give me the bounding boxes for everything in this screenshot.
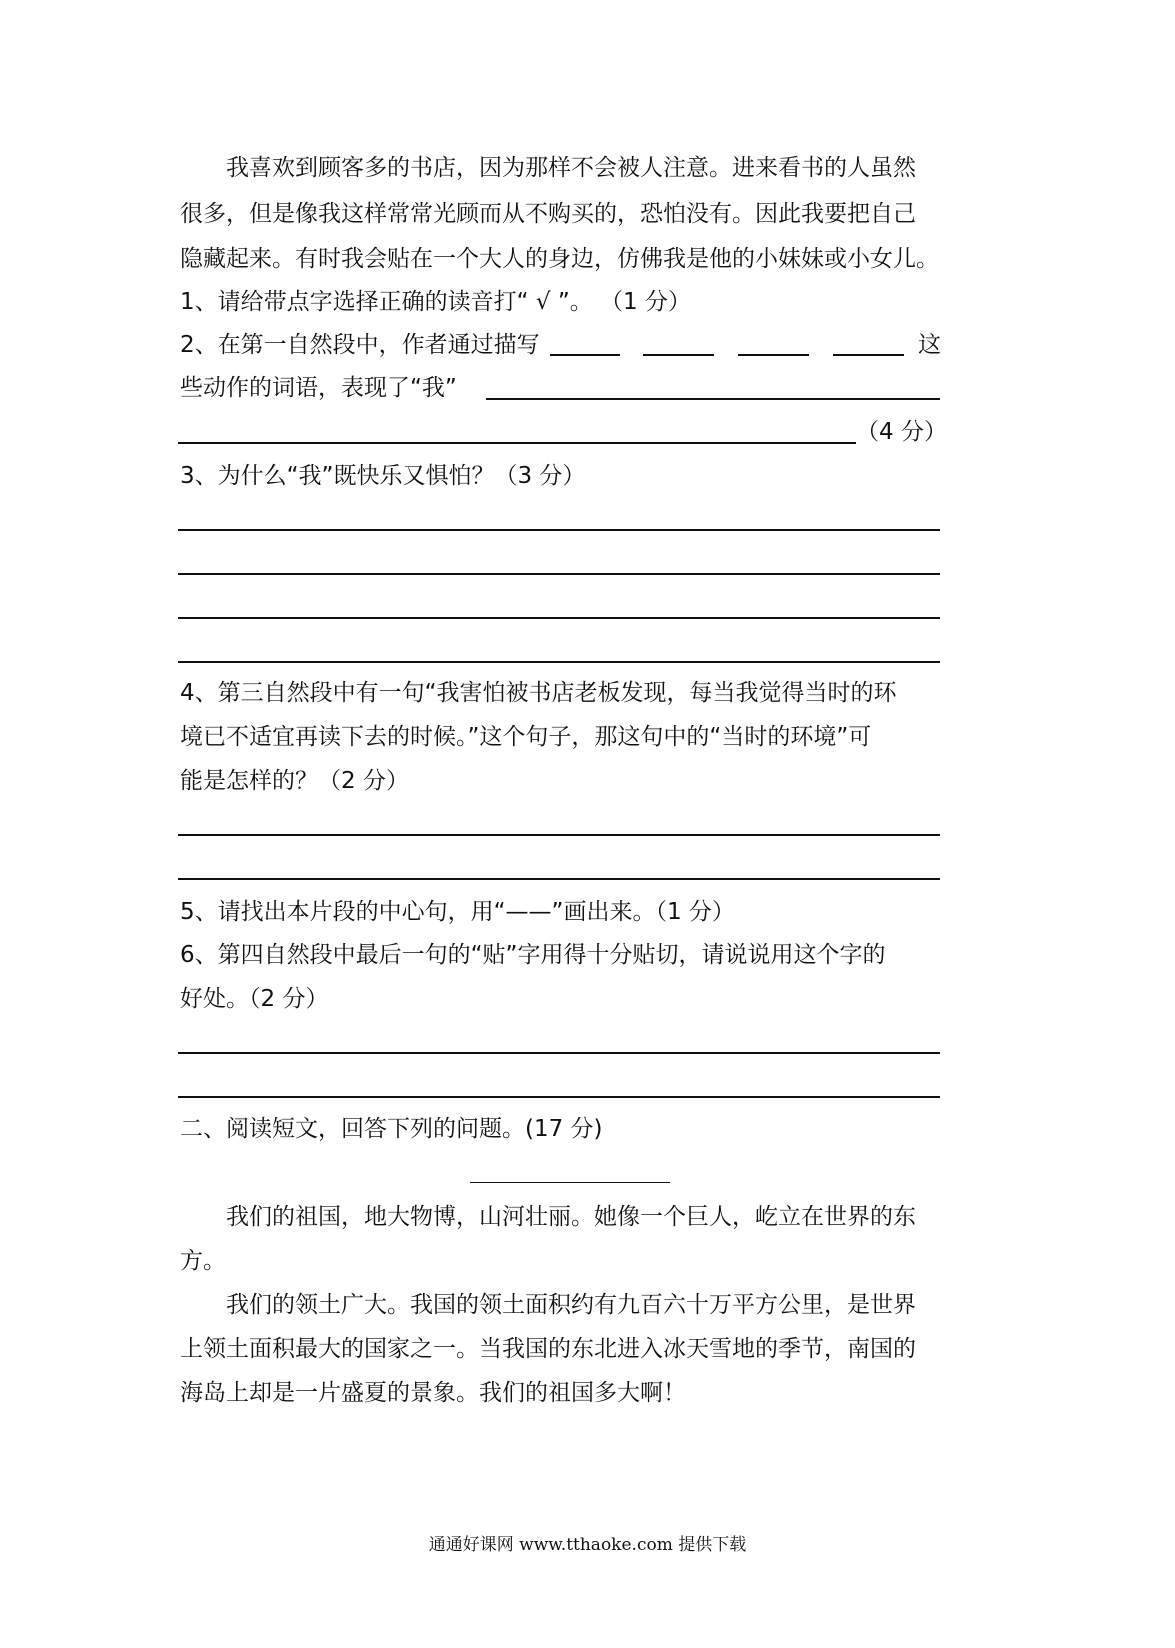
question-2-score: （4 分） [856, 419, 947, 445]
answer-line-q4-2[interactable] [178, 878, 940, 880]
answer-line-q6-2[interactable] [178, 1096, 940, 1098]
question-1: 1、请给带点字选择正确的读音打“ √ ”。 （1 分） [180, 289, 691, 315]
answer-line-q3-3[interactable] [178, 617, 940, 619]
answer-blank-1[interactable] [550, 354, 620, 356]
passage2-p2-line-3: 海岛上却是一片盛夏的景象。我们的祖国多大啊！ [180, 1380, 686, 1406]
passage2-p1-line-2: 方。 [180, 1248, 226, 1274]
answer-blank-2[interactable] [643, 354, 714, 356]
answer-line-q2-a[interactable] [486, 398, 940, 400]
passage2-p2-line-2: 上领土面积最大的国家之一。当我国的东北进入冰天雪地的季节，南国的 [180, 1336, 916, 1362]
question-6-line-1: 6、第四自然段中最后一句的“贴”字用得十分贴切，请说说用这个字的 [180, 942, 886, 968]
answer-blank-3[interactable] [738, 354, 809, 356]
question-5: 5、请找出本片段的中心句，用“——”画出来。（1 分） [180, 899, 735, 925]
question-4-line-3: 能是怎样的？（2 分） [180, 768, 409, 794]
question-4-line-2: 境已不适宜再读下去的时候。”这个句子，那这句中的“当时的环境”可 [180, 724, 872, 750]
question-6-line-2: 好处。（2 分） [180, 986, 329, 1012]
passage1-line-2: 很多，但是像我这样常常光顾而从不购买的，恐怕没有。因此我要把自己 [180, 201, 916, 227]
question-2-end: 这 [918, 332, 941, 358]
answer-line-q3-2[interactable] [178, 573, 940, 575]
passage2-p2-line-1: 我们的领土广大。我国的领土面积约有九百六十万平方公里，是世界 [226, 1292, 916, 1318]
question-3: 3、为什么“我”既快乐又惧怕？（3 分） [180, 463, 586, 489]
question-2-line-2: 些动作的词语，表现了“我” [180, 375, 457, 401]
answer-blank-4[interactable] [833, 354, 904, 356]
question-4-line-1: 4、第三自然段中有一句“我害怕被书店老板发现，每当我觉得当时的环 [180, 680, 897, 706]
answer-line-q6-1[interactable] [178, 1052, 940, 1054]
answer-line-q3-4[interactable] [178, 661, 940, 663]
passage1-line-3: 隐藏起来。有时我会贴在一个大人的身边，仿佛我是他的小妹妹或小女儿。 [180, 246, 939, 272]
passage1-line-1: 我喜欢到顾客多的书店，因为那样不会被人注意。进来看书的人虽然 [226, 155, 916, 181]
answer-line-q3-1[interactable] [178, 529, 940, 531]
section-2-heading: 二、阅读短文，回答下列的问题。(17 分) [180, 1116, 603, 1142]
answer-line-q2-b[interactable] [178, 442, 856, 444]
question-2-start: 2、在第一自然段中，作者通过描写 [180, 332, 540, 358]
passage2-p1-line-1: 我们的祖国，地大物博，山河壮丽。她像一个巨人，屹立在世界的东 [226, 1204, 916, 1230]
footer-watermark: 通通好课网 www.tthaoke.com 提供下载 [428, 1535, 747, 1555]
title-blank[interactable] [470, 1182, 670, 1183]
answer-line-q4-1[interactable] [178, 834, 940, 836]
